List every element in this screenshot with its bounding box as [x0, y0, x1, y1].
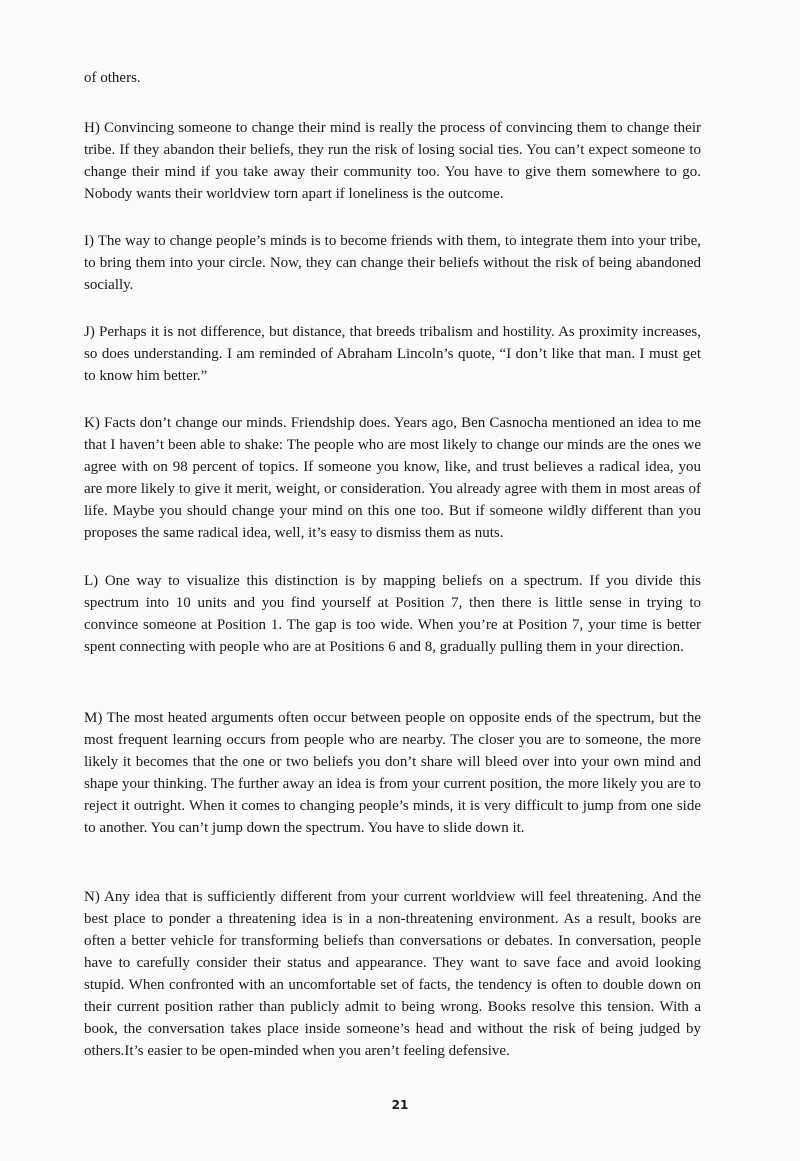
paragraph-h: H) Convincing someone to change their mind is really the process of convincing them to change their tribe. If they abandon their beliefs, they run the risk of losing social ties. You can’t expect someone to change their mind if you take away their community too. You have to give them somewhere to go. Nobody wants their worldview torn apart if loneliness is the outcome. [84, 120, 701, 202]
paragraph-n: N) Any idea that is sufficiently different from your current worldview will feel threatening. And the best place to ponder a threatening idea is in a non-threatening environment. As a result, books are often a better vehicle for transforming beliefs than conversations or debates. In conversation, people have to carefully consider their status and appearance. They want to save face and avoid looking stupid. When confronted with an uncomfortable set of facts, the tendency is often to double down on their current position rather than publicly admit to being wrong. Books resolve this tension. With a book, the conversation takes place inside someone’s head and without the risk of being judged by others.It’s easier to be open-minded when you aren’t feeling defensive. [84, 889, 701, 1059]
lead-fragment: of others. [84, 70, 141, 86]
page-number: 21 [391, 1098, 409, 1112]
paragraph-i: I) The way to change people’s minds is to become friends with them, to integrate them into your tribe, to bring them into your circle. Now, they can change their beliefs without the risk of being abandoned socially. [84, 233, 701, 293]
paragraph-m: M) The most heated arguments often occur between people on opposite ends of the spectrum, but the most frequent learning occurs from people who are nearby. The closer you are to someone, the more likely it becomes that the one or two beliefs you don’t share will bleed over into your own mind and shape your thinking. The further away an idea is from your current position, the more likely you are to reject it outright. When it comes to changing people’s minds, it is very difficult to jump from one side to another. You can’t jump down the spectrum. You have to slide down it. [84, 710, 701, 836]
paragraph-l: L) One way to visualize this distinction is by mapping beliefs on a spectrum. If you divide this spectrum into 10 units and you find yourself at Position 7, then there is little sense in trying to convince someone at Position 1. The gap is too wide. When you’re at Position 7, your time is better spent connecting with people who are at Positions 6 and 8, gradually pulling them in your direction. [84, 573, 701, 655]
paragraph-k: K) Facts don’t change our minds. Friendship does. Years ago, Ben Casnocha mentioned an idea to me that I haven’t been able to shake: The people who are most likely to change our minds are the ones we agree with on 98 percent of topics. If someone you know, like, and trust believes a radical idea, you are more likely to give it merit, weight, or consideration. You already agree with them in most areas of life. Maybe you should change your mind on this one too. But if someone wildly different than you proposes the same radical idea, well, it’s easy to dismiss them as nuts. [84, 415, 701, 541]
paragraph-j: J) Perhaps it is not difference, but distance, that breeds tribalism and hostility. As proximity increases, so does understanding. I am reminded of Abraham Lincoln’s quote, “I don’t like that man. I must get to know him better.” [84, 324, 701, 384]
